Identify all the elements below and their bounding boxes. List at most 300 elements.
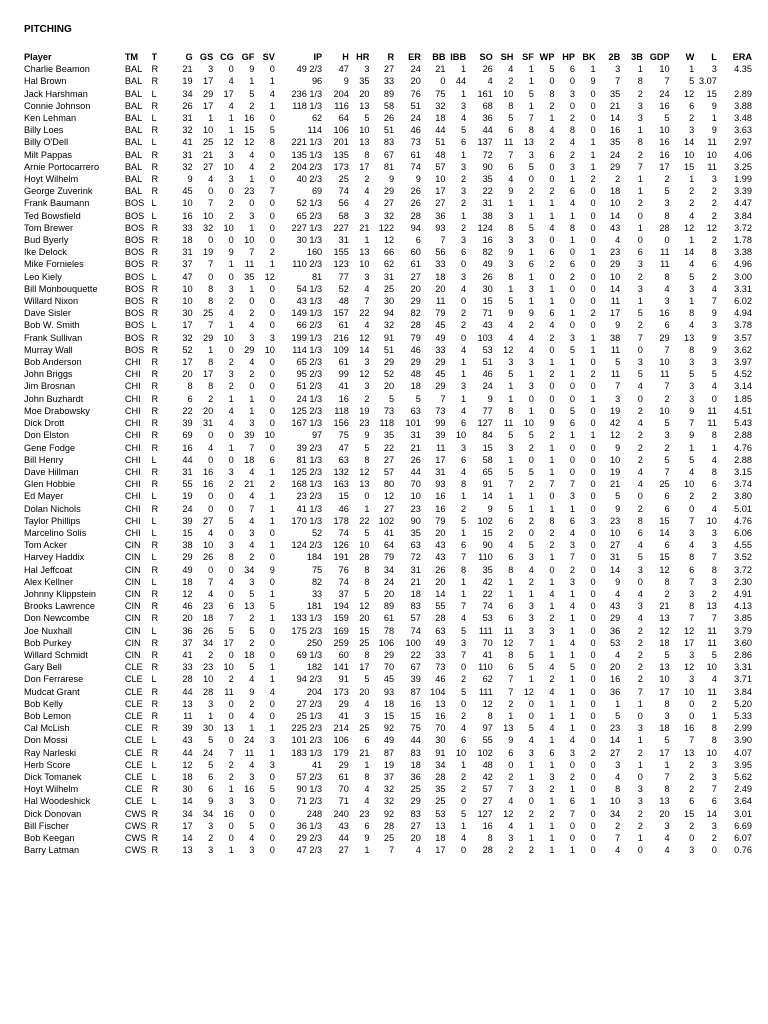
stat-cell: 6 <box>508 601 514 612</box>
stat-cell: 4 <box>528 564 534 575</box>
stat-cell: 6 <box>549 747 555 758</box>
stat-cell: 1 <box>637 222 643 233</box>
stat-cell: 18 <box>435 271 446 282</box>
stat-cell: 4 <box>689 210 695 221</box>
stat-cell: 18 <box>244 649 255 660</box>
stat-cell: 0 <box>590 235 596 246</box>
stat-cell: 0 <box>590 271 596 282</box>
stat-cell: 82 <box>410 308 421 319</box>
stat-cell: 18 <box>182 771 193 782</box>
stat-cell: 0 <box>269 442 275 453</box>
player-name-cell: Murray Wall <box>24 344 73 355</box>
stat-cell: BOS <box>124 210 145 221</box>
column-header: SV <box>262 52 275 62</box>
stat-cell: 4.91 <box>734 588 752 599</box>
stat-cell: 4 <box>249 759 255 770</box>
stat-cell: 175 2/3 <box>291 625 323 636</box>
stat-cell: R <box>151 259 159 270</box>
stat-cell: 45 <box>435 320 446 331</box>
stat-cell: 0 <box>549 235 555 246</box>
table-row <box>22 161 752 173</box>
stat-cell: 2 <box>228 674 234 685</box>
stat-cell: 6 <box>711 796 717 807</box>
stat-cell: 2 <box>569 771 576 782</box>
stat-cell: 0 <box>549 405 555 416</box>
stat-cell: 25 <box>383 283 395 294</box>
stat-cell: 36 1/3 <box>296 820 323 831</box>
stat-cell: 6 <box>549 308 555 319</box>
stat-cell: 16 <box>410 698 421 709</box>
column-header: TM <box>124 52 139 62</box>
stat-cell: 1 <box>637 174 643 185</box>
stat-cell: 3 <box>711 320 717 331</box>
stat-cell: 6 <box>664 491 670 502</box>
stat-cell: 1 <box>528 296 534 307</box>
table-row <box>22 661 752 673</box>
stat-cell: 10 <box>435 174 446 185</box>
stat-cell: 32 <box>383 784 395 795</box>
stat-cell: 29 <box>610 161 621 172</box>
player-name-cell: Bud Byerly <box>24 235 69 246</box>
stat-cell: 20 <box>359 686 370 697</box>
stat-cell: 55 <box>482 735 493 746</box>
stat-cell: 52 <box>311 527 323 538</box>
stat-cell: 1 <box>269 747 275 758</box>
stat-cell: 2 <box>615 174 621 185</box>
stat-cell: CWS <box>124 808 147 819</box>
stat-cell: 7 <box>508 784 514 795</box>
stat-cell: 2 <box>711 271 717 282</box>
stat-cell: 9 <box>415 174 421 185</box>
stat-cell: 6 <box>569 515 576 526</box>
stat-cell: 3 <box>637 601 643 612</box>
stat-cell: 2 <box>615 820 621 831</box>
stat-cell: 17 <box>223 88 234 99</box>
stat-cell: 61 <box>410 259 421 270</box>
stat-cell: 9 <box>711 100 717 111</box>
stat-cell: 41 <box>338 710 349 721</box>
stat-cell: CIN <box>124 625 141 636</box>
stat-cell: 7 <box>569 808 576 819</box>
stat-cell: 94 <box>383 308 395 319</box>
stat-cell: 240 <box>333 808 349 819</box>
stat-cell: 39 <box>182 515 193 526</box>
stat-cell: 14 <box>182 796 193 807</box>
stat-cell: 0 <box>269 381 275 392</box>
stat-cell: 0 <box>549 161 555 172</box>
stat-cell: 3.57 <box>734 332 752 343</box>
stat-cell: BOS <box>124 283 145 294</box>
stat-cell: 34 <box>182 808 193 819</box>
table-row <box>22 210 752 222</box>
stat-cell: L <box>151 210 157 221</box>
stat-cell: 11 <box>503 418 514 429</box>
stat-cell: 3 <box>569 332 576 343</box>
stat-cell: 3 <box>637 113 643 124</box>
stat-cell: 9 <box>343 76 349 87</box>
stat-cell: 1 <box>590 796 596 807</box>
stat-cell: 6 <box>460 418 467 429</box>
stat-cell: 49 <box>182 564 193 575</box>
player-name-cell: Mike Fornieles <box>24 259 84 270</box>
stat-cell: 37 <box>383 771 395 782</box>
stat-cell: 13 <box>684 747 695 758</box>
stat-cell: 4 <box>569 601 576 612</box>
stat-cell: CLE <box>124 710 143 721</box>
stat-cell: 0 <box>528 698 534 709</box>
stat-cell: 12 <box>659 625 670 636</box>
stat-cell: 1 <box>569 845 576 856</box>
stat-cell: CHI <box>124 357 141 368</box>
stat-cell: 0 <box>528 454 534 465</box>
stat-cell: 0 <box>228 698 234 709</box>
stat-cell: 1 <box>549 833 555 843</box>
stat-cell: R <box>151 76 159 87</box>
stat-cell: 12 <box>182 759 193 770</box>
stat-cell: 5 <box>664 113 670 124</box>
player-name-cell: Barry Latman <box>24 845 80 856</box>
stat-cell: 34 <box>435 759 446 770</box>
stat-cell: 2 <box>549 430 555 441</box>
stat-cell: 29 <box>383 649 395 660</box>
stat-cell: 65 <box>482 466 493 477</box>
stat-cell: 0 <box>569 76 576 87</box>
column-header: WP <box>539 52 555 62</box>
stat-cell: 4 <box>249 357 255 368</box>
stat-cell: CLE <box>124 796 143 807</box>
stat-cell: 95 2/3 <box>296 369 323 380</box>
stat-cell: 2 <box>664 174 670 185</box>
stat-cell: R <box>151 540 159 551</box>
stat-cell: 4 <box>711 674 717 685</box>
stat-cell: 2 <box>569 149 576 160</box>
stat-cell: 3 <box>689 845 695 856</box>
stat-cell: CWS <box>124 833 147 843</box>
stat-cell: 51 <box>482 357 493 368</box>
stat-cell: 23 <box>359 418 370 429</box>
stat-cell: 17 <box>659 161 670 172</box>
stat-cell: 0 <box>590 357 596 368</box>
stat-cell: 5 <box>569 405 576 416</box>
stat-cell: 109 <box>333 344 349 355</box>
stat-cell: 4.94 <box>734 308 752 319</box>
stat-cell: 0 <box>569 442 576 453</box>
stat-cell: BOS <box>124 271 145 282</box>
stat-cell: 0 <box>269 64 275 75</box>
stat-cell: 137 <box>477 137 493 148</box>
stat-cell: 1 <box>549 357 555 368</box>
stat-cell: 4 <box>364 784 370 795</box>
stat-cell: 42 <box>610 418 621 429</box>
stat-cell: 4 <box>637 613 643 624</box>
stat-cell: 4 <box>208 527 214 538</box>
stat-cell: 1 <box>549 649 555 660</box>
stat-cell: 4 <box>249 674 255 685</box>
stat-cell: 1.78 <box>734 235 752 246</box>
stat-cell: 5 <box>637 552 643 563</box>
stat-cell: 0 <box>228 564 234 575</box>
stat-cell: 8 <box>460 479 467 490</box>
stat-cell: 6 <box>664 540 670 551</box>
player-name-cell: Jack Harshman <box>24 88 88 99</box>
stat-cell: R <box>151 588 159 599</box>
stat-cell: 1 <box>569 308 576 319</box>
stat-cell: 41 <box>311 759 323 770</box>
stat-cell: 204 2/3 <box>291 161 323 172</box>
stat-cell: 0 <box>208 454 214 465</box>
table-row <box>22 564 752 576</box>
stat-cell: 3 <box>460 161 467 172</box>
stat-cell: 24 <box>482 381 493 392</box>
player-name-cell: Tom Brewer <box>24 222 74 233</box>
stat-cell: 1 <box>249 405 255 416</box>
stat-cell: 2 <box>208 833 214 843</box>
stat-cell: 9 <box>249 64 255 75</box>
stat-cell: 1 <box>528 405 534 416</box>
stat-cell: 35 <box>383 430 395 441</box>
stat-cell: 6 <box>228 601 234 612</box>
stat-cell: 31 <box>182 466 193 477</box>
stat-cell: 3 <box>590 515 596 526</box>
stat-cell: 1 <box>549 845 555 856</box>
stat-cell: 73 <box>383 405 395 416</box>
stat-cell: 6 <box>689 100 695 111</box>
stat-cell: 20 <box>410 283 421 294</box>
stat-cell: BAL <box>124 186 143 197</box>
stat-cell: 2 <box>364 174 370 185</box>
stat-cell: 31 <box>182 149 193 160</box>
stat-cell: 4 <box>415 845 421 856</box>
stat-cell: 2 <box>637 637 643 648</box>
stat-cell: 199 1/3 <box>291 332 323 343</box>
stat-cell: 20 <box>359 613 370 624</box>
stat-cell: 2 <box>249 637 255 648</box>
stat-cell: 1 <box>637 186 643 197</box>
stat-cell: 0 <box>228 527 234 538</box>
table-row <box>22 686 752 698</box>
stat-cell: 1 <box>569 235 576 246</box>
player-name-cell: Billy O'Dell <box>24 137 69 148</box>
stat-cell: 65 2/3 <box>296 210 323 221</box>
stat-cell: 0 <box>590 710 596 721</box>
stat-cell: 0 <box>208 186 214 197</box>
stat-cell: 8 <box>508 100 514 111</box>
stat-cell: 0 <box>590 125 596 136</box>
stat-cell: 29 <box>182 552 193 563</box>
stat-cell: 5 <box>528 161 534 172</box>
player-name-cell: Bob W. Smith <box>24 320 80 331</box>
stat-cell: 4 <box>637 540 643 551</box>
stat-cell: 12 <box>684 625 695 636</box>
stat-cell: 3 <box>228 283 234 294</box>
stat-cell: 28 <box>202 686 214 697</box>
stat-cell: 29 <box>610 259 621 270</box>
stat-cell: 4 <box>460 466 467 477</box>
stat-cell: 8 <box>615 784 621 795</box>
table-row <box>22 771 752 783</box>
stat-cell: BAL <box>124 100 143 111</box>
stat-cell: 4 <box>711 503 717 514</box>
stat-cell: 3 <box>528 552 534 563</box>
stat-cell: 2 <box>569 271 576 282</box>
stat-cell: 92 <box>383 723 395 734</box>
stat-cell: 8 <box>508 649 514 660</box>
stat-cell: 7 <box>689 576 695 587</box>
stat-cell: 25 <box>202 308 214 319</box>
stat-cell: 4 <box>208 588 214 599</box>
column-header: ER <box>408 52 421 62</box>
stat-cell: 0 <box>590 442 596 453</box>
stat-cell: 4 <box>364 320 370 331</box>
stat-cell: 72 <box>410 552 421 563</box>
stat-cell: 1 <box>508 454 514 465</box>
stat-cell: 7 <box>249 247 255 258</box>
stat-cell: 1 <box>508 381 514 392</box>
stat-cell: 36 <box>610 686 621 697</box>
stat-cell: 3 <box>249 576 255 587</box>
stat-cell: 2 <box>637 88 643 99</box>
stat-cell: 2 <box>637 271 643 282</box>
stat-cell: 3 <box>508 210 514 221</box>
player-name-cell: Don Newcombe <box>24 613 90 624</box>
player-name-cell: Ike Delock <box>24 247 67 258</box>
stat-cell: 4 <box>664 283 670 294</box>
stat-cell: 3 <box>249 210 255 221</box>
column-header: CG <box>219 52 234 62</box>
stat-cell: 71 <box>338 796 349 807</box>
stat-cell: 26 <box>202 625 214 636</box>
stat-cell: 18 <box>410 588 421 599</box>
stat-cell: 3 <box>549 771 555 782</box>
stat-cell: 46 <box>182 601 193 612</box>
stat-cell: 2 <box>664 588 670 599</box>
stat-cell: L <box>151 454 157 465</box>
stat-cell: 184 <box>306 552 323 563</box>
stat-cell: 33 <box>311 588 323 599</box>
stat-cell: 5 <box>615 491 621 502</box>
table-row <box>22 332 752 344</box>
stat-cell: 2 <box>637 320 643 331</box>
stat-cell: 53 <box>435 808 446 819</box>
stat-cell: 94 <box>410 222 421 233</box>
table-row <box>22 759 752 771</box>
stat-cell: 10 <box>659 357 670 368</box>
stat-cell: 23 <box>359 808 370 819</box>
stat-cell: 169 <box>333 625 349 636</box>
stat-cell: 5 <box>208 735 214 746</box>
stat-cell: 10 <box>706 515 717 526</box>
stat-cell: 8 <box>569 222 576 233</box>
stat-cell: 1 <box>569 710 576 721</box>
stat-cell: CHI <box>124 479 141 490</box>
stat-cell: 18 <box>182 576 193 587</box>
stat-cell: 2 <box>508 771 514 782</box>
stat-cell: 3 <box>228 174 234 185</box>
stat-cell: 4.55 <box>734 540 752 551</box>
stat-cell: 0 <box>228 430 234 441</box>
stat-cell: 2 <box>228 296 234 307</box>
player-name-cell: Gene Fodge <box>24 442 76 453</box>
stat-cell: 44 <box>410 466 421 477</box>
stat-cell: 1 <box>249 283 255 294</box>
stat-cell: 25 <box>359 637 370 648</box>
stat-cell: 4 <box>249 710 255 721</box>
stat-cell: 2 <box>569 564 576 575</box>
table-row <box>22 710 752 722</box>
stat-cell: 22 <box>482 186 493 197</box>
stat-cell: 4.06 <box>734 149 752 160</box>
stat-cell: 0.76 <box>734 845 752 856</box>
stat-cell: 5 <box>569 344 576 355</box>
stat-cell: 1 <box>460 210 467 221</box>
stat-cell: 10 <box>523 418 534 429</box>
stat-cell: 1 <box>249 174 255 185</box>
stat-cell: CHI <box>124 442 141 453</box>
stat-cell: 11 <box>707 637 717 648</box>
stat-cell: 2 <box>711 491 717 502</box>
stat-cell: 3 <box>228 369 234 380</box>
stat-cell: 5 <box>249 88 255 99</box>
stat-cell: 22 <box>359 308 370 319</box>
stat-cell: 7 <box>664 466 670 477</box>
stat-cell: 1 <box>228 845 234 856</box>
stat-cell: 12 <box>503 344 514 355</box>
table-row <box>22 271 752 283</box>
stat-cell: 25 <box>383 833 395 843</box>
stat-cell: 1 <box>460 527 467 538</box>
stat-cell: 5 <box>528 540 534 551</box>
column-header: L <box>711 52 717 62</box>
stat-cell: 10 <box>359 125 370 136</box>
table-row <box>22 319 752 331</box>
stat-cell: R <box>151 430 159 441</box>
stat-cell: 2 <box>460 320 467 331</box>
column-header: W <box>685 52 695 62</box>
stat-cell: 32 <box>383 320 395 331</box>
stat-cell: 16 <box>659 149 670 160</box>
stat-cell: 1 <box>269 723 275 734</box>
stat-cell: 8 <box>689 601 695 612</box>
stat-cell: 46 <box>410 125 421 136</box>
stat-cell: 13 <box>359 137 370 148</box>
stat-cell: 0 <box>528 393 534 404</box>
stat-cell: 2 <box>637 747 643 758</box>
player-name-cell: Bob Lemon <box>24 710 71 721</box>
stat-cell: 10 <box>610 454 621 465</box>
stat-cell: 0 <box>711 393 717 404</box>
table-row <box>22 112 752 124</box>
stat-cell: 6 <box>208 771 214 782</box>
stat-cell: 51 <box>435 137 446 148</box>
stat-cell: 3.38 <box>734 247 752 258</box>
stat-cell: 3 <box>364 210 370 221</box>
stat-cell: 1 <box>508 283 514 294</box>
stat-cell: 1 <box>637 759 643 770</box>
stat-cell: 29 <box>410 796 421 807</box>
stat-cell: 31 <box>383 271 395 282</box>
stat-cell: 5 <box>364 674 370 685</box>
stat-cell: 1 <box>460 491 467 502</box>
stat-cell: 4 <box>549 662 555 673</box>
stat-cell: 8 <box>689 308 695 319</box>
stat-cell: L <box>151 88 157 99</box>
stat-cell: 26 <box>410 198 421 209</box>
stat-cell: 20 <box>410 76 421 87</box>
stat-cell: 32 <box>383 796 395 807</box>
stat-cell: 2 <box>460 174 467 185</box>
table-row <box>22 539 752 551</box>
stat-cell: 1 <box>228 442 234 453</box>
